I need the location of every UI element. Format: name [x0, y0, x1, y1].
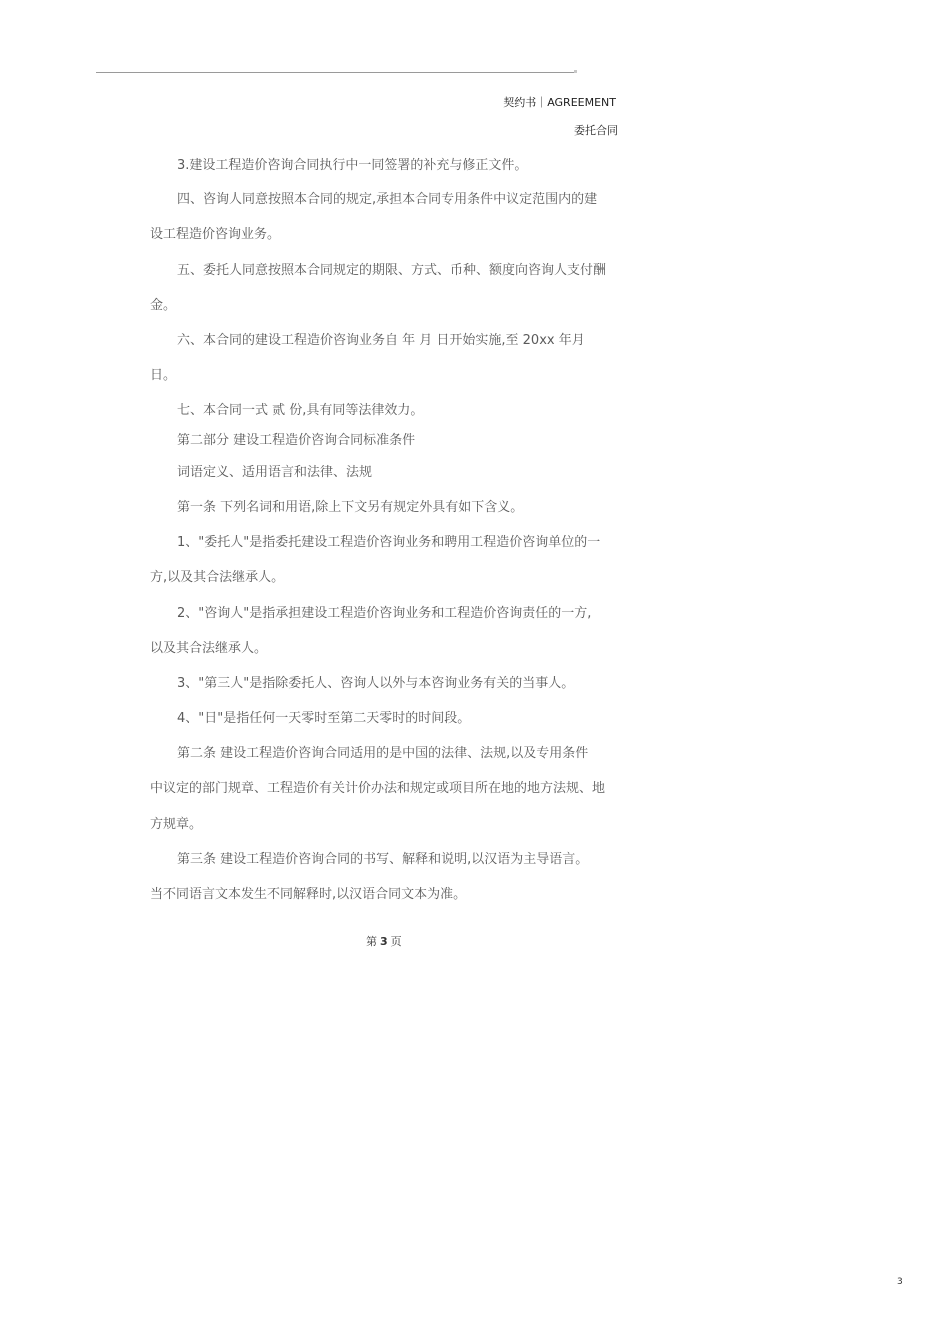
- paragraph-line: 六、本合同的建设工程造价咨询业务自 年 月 日开始实施,至 20xx 年月: [177, 333, 585, 348]
- footer-prefix: 第: [366, 935, 377, 948]
- paragraph-line: 金。: [150, 298, 177, 313]
- paragraph-line: 第一条 下列名词和用语,除上下文另有规定外具有如下含义。: [177, 500, 524, 515]
- paragraph-line: 4、"日"是指任何一天零时至第二天零时的时间段。: [177, 711, 471, 726]
- header-subtitle: 委托合同: [574, 124, 618, 137]
- paragraph-line: 四、咨询人同意按照本合同的规定,承担本合同专用条件中议定范围内的建: [177, 192, 598, 207]
- header-rule: [96, 72, 577, 73]
- paragraph-line: 2、"咨询人"是指承担建设工程造价咨询业务和工程造价咨询责任的一方,: [177, 606, 592, 621]
- paragraph-line: 方,以及其合法继承人。: [150, 570, 285, 585]
- paragraph-line: 日。: [150, 368, 177, 383]
- section-subheading: 词语定义、适用语言和法律、法规: [177, 465, 373, 480]
- paragraph-line: 第三条 建设工程造价咨询合同的书写、解释和说明,以汉语为主导语言。: [177, 852, 589, 867]
- paragraph-line: 第二条 建设工程造价咨询合同适用的是中国的法律、法规,以及专用条件: [177, 746, 589, 761]
- paragraph-line: 中议定的部门规章、工程造价有关计价办法和规定或项目所在地的地方法规、地: [150, 781, 606, 796]
- paragraph-line: 五、委托人同意按照本合同规定的期限、方式、币种、额度向咨询人支付酬: [177, 263, 607, 278]
- page-footer: [366, 933, 402, 949]
- paragraph-line: 七、本合同一式 贰 份,具有同等法律效力。: [177, 403, 424, 418]
- paragraph-line: 当不同语言文本发生不同解释时,以汉语合同文本为准。: [150, 887, 467, 902]
- paragraph-line: 3、"第三人"是指除委托人、咨询人以外与本咨询业务有关的当事人。: [177, 676, 575, 691]
- paragraph-line: 以及其合法继承人。: [150, 641, 268, 656]
- footer-suffix: 页: [390, 935, 402, 948]
- header-title: 契约书｜AGREEMENT: [503, 96, 616, 109]
- section-heading: 第二部分 建设工程造价咨询合同标准条件: [177, 433, 416, 448]
- paragraph-line: 3.建设工程造价咨询合同执行中一同签署的补充与修正文件。: [177, 158, 528, 173]
- paragraph-line: 设工程造价咨询业务。: [150, 227, 281, 242]
- footer-page: 3: [380, 935, 388, 948]
- header-rule-marker: [574, 70, 577, 73]
- paragraph-line: 1、"委托人"是指委托建设工程造价咨询业务和聘用工程造价咨询单位的一: [177, 535, 601, 550]
- page-number: 3: [897, 1277, 903, 1287]
- paragraph-line: 方规章。: [150, 817, 203, 832]
